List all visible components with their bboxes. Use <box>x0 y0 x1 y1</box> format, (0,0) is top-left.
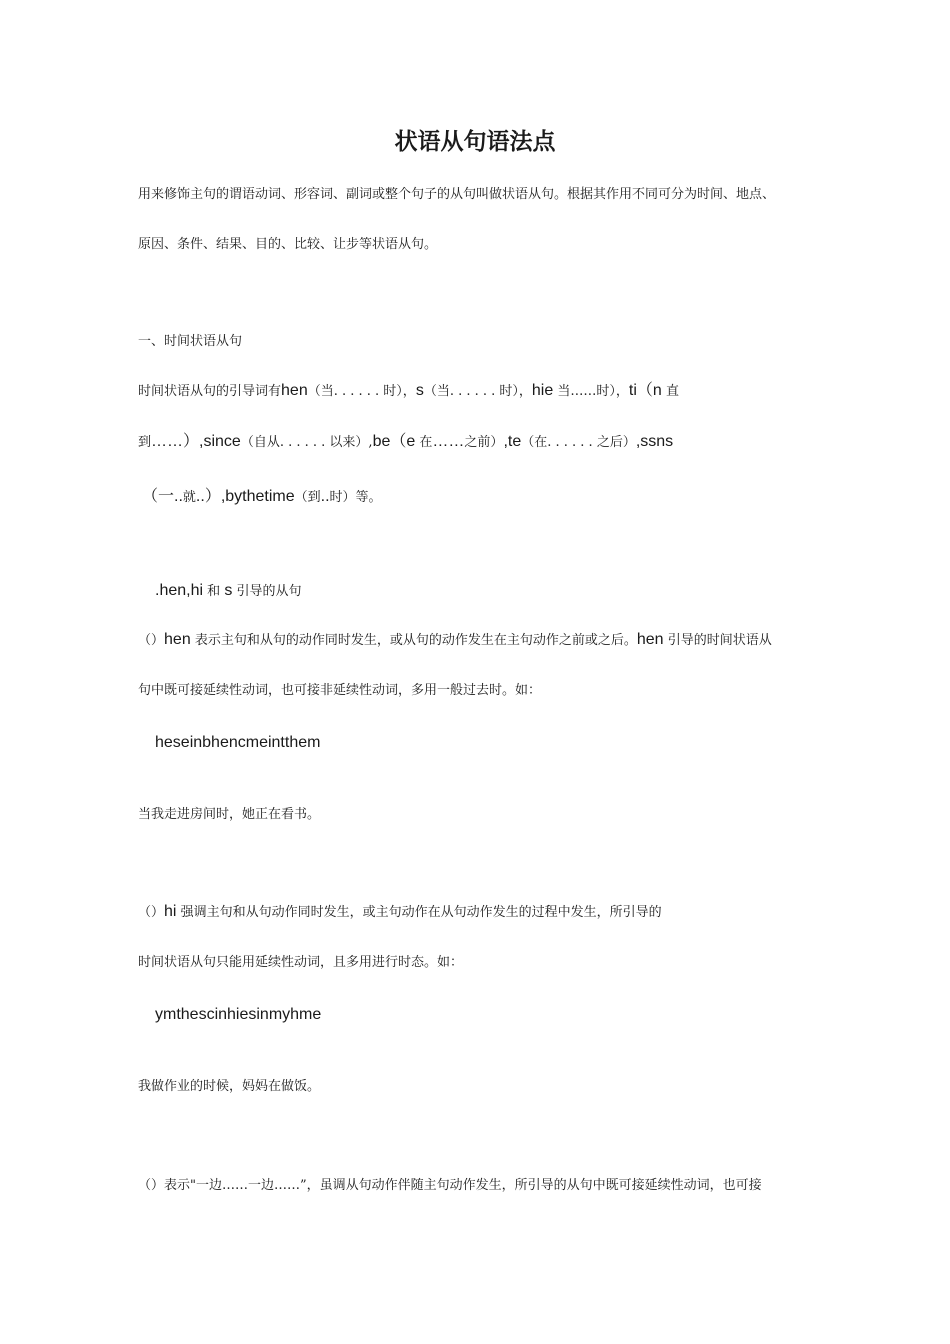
text-run: （） <box>138 633 165 648</box>
text-run: hen <box>164 631 191 648</box>
text-run: n <box>652 382 662 399</box>
text-run: 直 <box>661 384 679 399</box>
text-run: 引导的从句 <box>232 584 302 599</box>
conjunctions-line-2 <box>138 433 673 452</box>
conjunctions-line-1 <box>138 382 679 401</box>
text-run: 表示主句和从句的动作同时发生，或从句的动作发生在主句动作之前或之后。 <box>190 633 637 648</box>
text-run: 到 <box>138 435 152 450</box>
text-run: （当. . . . . . 时）， <box>423 384 532 399</box>
text-run: .. <box>174 488 183 505</box>
text-run: ） <box>204 488 221 505</box>
text-run: e <box>406 433 416 450</box>
text-run: hie <box>531 382 554 399</box>
text-run: （ <box>390 433 407 450</box>
text-run: （ <box>636 382 653 399</box>
text-run: 时间状语从句的引导词有 <box>138 384 282 399</box>
while-desc-line-2: 时间状语从句只能用延续性动词，且多用进行时态。如： <box>138 955 464 970</box>
when-desc-line-2: 句中既可接延续性动词，也可接非延续性动词，多用一般过去时。如： <box>138 683 542 698</box>
translation-2: 我做作业的时候，妈妈在做饭。 <box>138 1079 321 1094</box>
text-run: hen <box>636 631 664 648</box>
page-title: 状语从句语法点 <box>394 129 556 155</box>
section-heading: 一、时间状语从句 <box>138 334 243 349</box>
text-run: （自从. . . . . . 以来）, <box>240 435 373 450</box>
sub-heading <box>155 582 301 601</box>
text-run: s <box>415 382 424 399</box>
text-run: hen <box>281 382 308 399</box>
text-run: 当……时）， <box>553 384 629 399</box>
when-desc-line-1 <box>138 631 772 650</box>
text-run: 之前） <box>464 435 504 450</box>
text-run: be <box>372 433 391 450</box>
text-run: s <box>224 582 233 599</box>
text-run: ,te <box>503 433 522 450</box>
text-run: .hen,hi <box>155 582 204 599</box>
text-run: （当. . . . . . 时）， <box>307 384 416 399</box>
text-run: 时）等。 <box>329 490 382 505</box>
example-sentence-1: heseinbhencmeintthem <box>155 734 321 751</box>
text-run: （） <box>138 905 165 920</box>
as-desc-line-1: （）表示"一边……一边……”，虽调从句动作伴随主句动作发生，所引导的从句中既可接延续性动词，也可接 <box>138 1178 762 1193</box>
intro-line-1: 用来修饰主句的谓语动词、形容词、副词或整个句子的从句叫做状语从句。根据其作用不同可分为时间、地点、 <box>138 187 776 202</box>
text-run: hi <box>164 903 177 920</box>
text-run: .. <box>195 488 205 505</box>
conjunctions-line-3 <box>142 488 382 507</box>
intro-line-2: 原因、条件、结果、目的、比较、让步等状语从句。 <box>138 237 438 252</box>
text-run: 和 <box>203 584 225 599</box>
text-run: .. <box>320 488 330 505</box>
text-run: 强调主句和从句动作同时发生，或主句动作在从句动作发生的过程中发生，所引导的 <box>176 905 662 920</box>
text-run: ……） <box>151 433 200 450</box>
example-sentence-2: ymthescinhiesinmyhme <box>155 1006 322 1023</box>
while-desc-line-1 <box>138 903 662 922</box>
text-run: ,ssns <box>635 433 674 450</box>
translation-1: 当我走进房间时，她正在看书。 <box>138 807 321 822</box>
text-run: （在. . . . . . 之后） <box>521 435 636 450</box>
text-run: …… <box>432 433 465 450</box>
text-run: ,since <box>199 433 241 450</box>
text-run: 在 <box>415 435 433 450</box>
text-run: （到 <box>294 490 321 505</box>
text-run: 引导的时间状语从 <box>663 633 772 648</box>
text-run: 就 <box>182 490 196 505</box>
text-run: （一 <box>142 488 175 505</box>
text-run: ti <box>628 382 637 399</box>
text-run: ,bythetime <box>220 488 295 505</box>
